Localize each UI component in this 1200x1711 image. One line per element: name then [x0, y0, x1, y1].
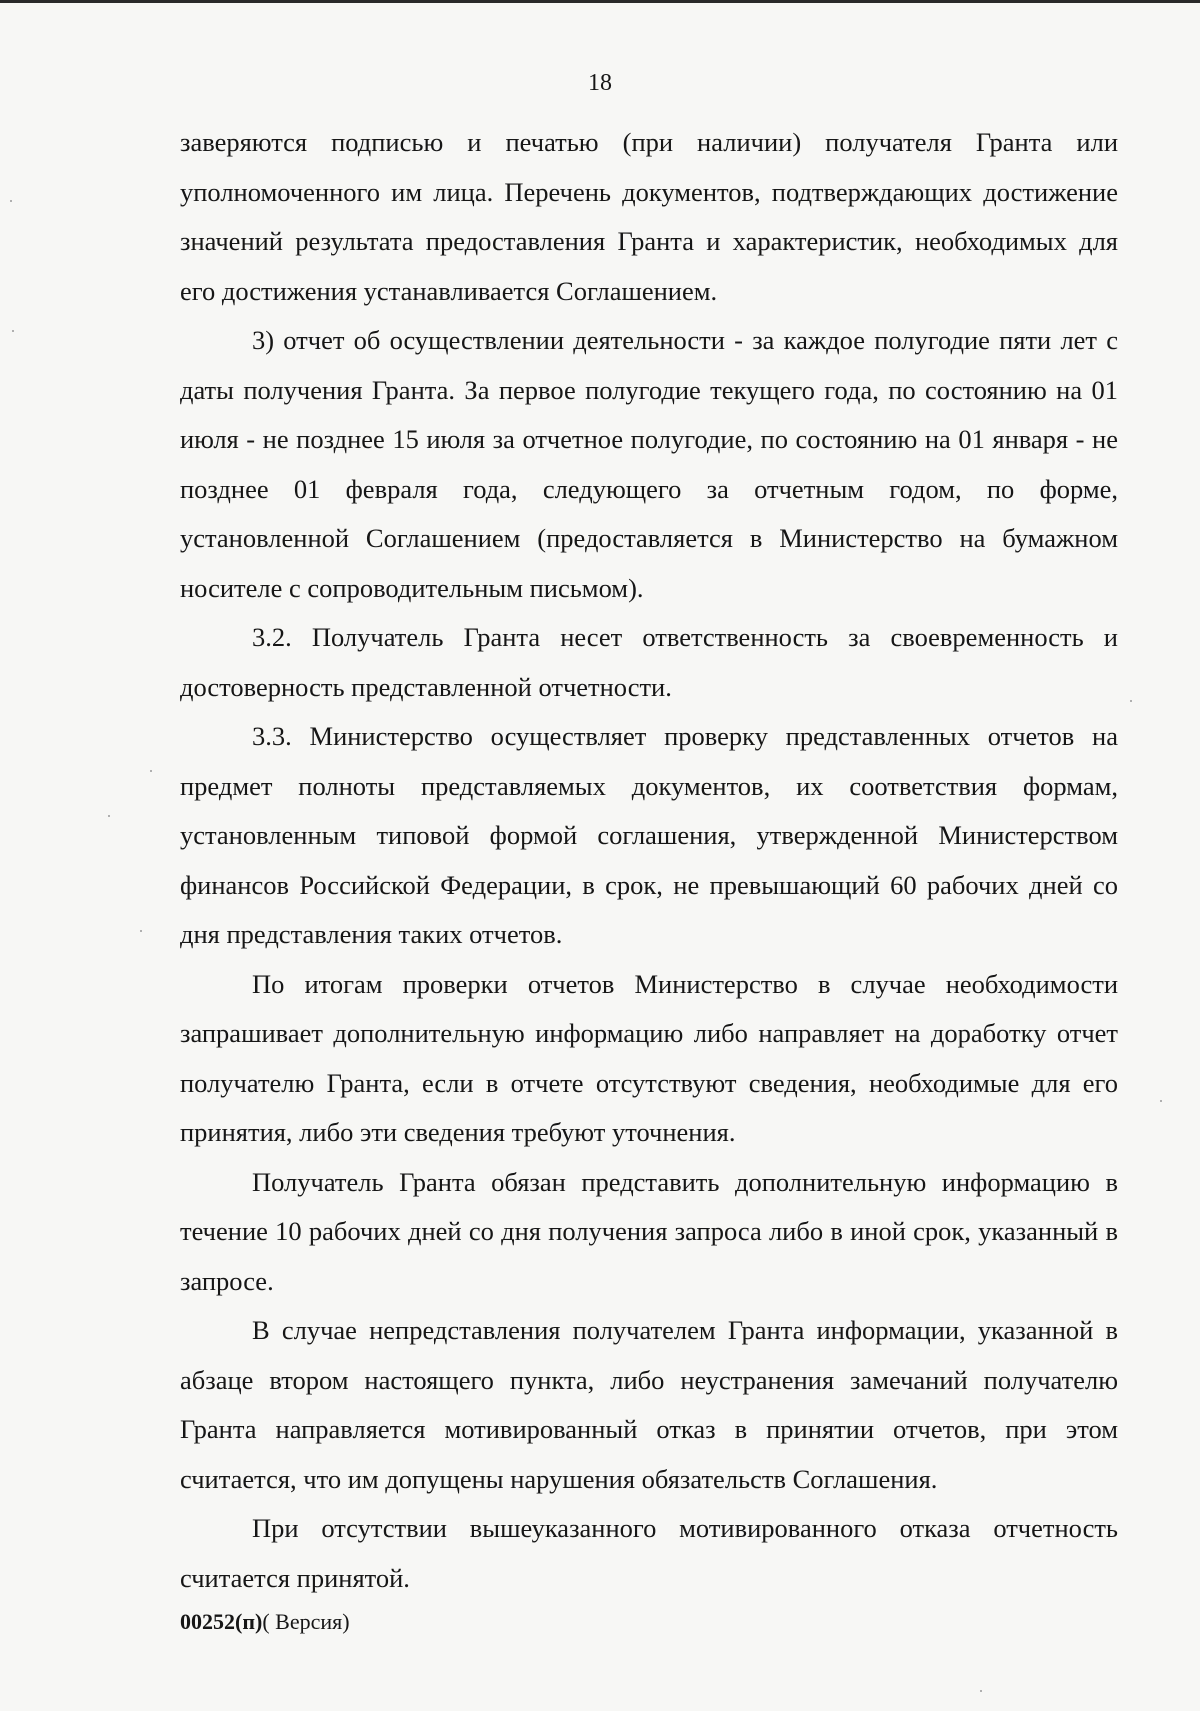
scan-speck — [1160, 1100, 1162, 1102]
page-number: 18 — [588, 70, 612, 96]
paragraph-item-3: 3) отчет об осуществлении деятельности - за каждое полугодие пяти лет с даты получения Гранта. За первое полугодие текущего года, по состоянию на 01 июля - не позднее 15 июля за отчетное полугодие, по состоянию на 01 января - не позднее 01 февраля года, следующего за отчетным годом, по форме, установленной Соглашением (предоставляется в Министерство на бумажном носителе с сопроводительным письмом). — [180, 325, 1118, 603]
paragraph-additional-info: Получатель Гранта обязан представить дополнительную информацию в течение 10 рабочих дней со дня получения запроса либо в иной срок, указанный в запросе. — [180, 1166, 1118, 1296]
paragraph-refusal: В случае непредставления получателем Гранта информации, указанной в абзаце втором настоящего пункта, либо неустранения замечаний получателю Гранта направляется мотивированный отказ в принятии отчетов, при этом считается, что им допущены нарушения обязательств Соглашения. — [180, 1315, 1118, 1494]
scan-speck — [1130, 700, 1132, 702]
scan-speck — [108, 815, 110, 817]
document-footer — [180, 1609, 350, 1635]
scan-edge-line — [0, 0, 1200, 3]
document-version: ( Версия) — [262, 1609, 350, 1634]
paragraph-3-2: 3.2. Получатель Гранта несет ответственность за своевременность и достоверность представленной отчетности. — [180, 622, 1118, 702]
paragraph-continuation: заверяются подписью и печатью (при наличии) получателя Гранта или уполномоченного им лица. Перечень документов, подтверждающих достижение значений результата предоставления Гранта и характеристик, необходимых для его достижения устанавливается Соглашением. — [180, 127, 1118, 306]
document-body — [180, 118, 1118, 1603]
scan-speck — [12, 330, 14, 332]
paragraph-3-3: 3.3. Министерство осуществляет проверку представленных отчетов на предмет полноты представляемых документов, их соответствия формам, установленным типовой формой соглашения, утвержденной Министерством финансов Российской Федерации, в срок, не превышающий 60 рабочих дней со дня представления таких отчетов. — [180, 721, 1118, 949]
paragraph-accepted: При отсутствии вышеуказанного мотивированного отказа отчетность считается принятой. — [180, 1513, 1118, 1593]
paragraph-review-results: По итогам проверки отчетов Министерство в случае необходимости запрашивает дополнительную информацию либо направляет на доработку отчет получателю Гранта, если в отчете отсутствуют сведения, необходимые для его принятия, либо эти сведения требуют уточнения. — [180, 968, 1118, 1147]
scan-speck — [980, 1690, 982, 1692]
scan-speck — [150, 770, 152, 772]
document-code: 00252(п) — [180, 1609, 263, 1634]
scan-speck — [140, 930, 142, 932]
scan-speck — [10, 200, 12, 202]
